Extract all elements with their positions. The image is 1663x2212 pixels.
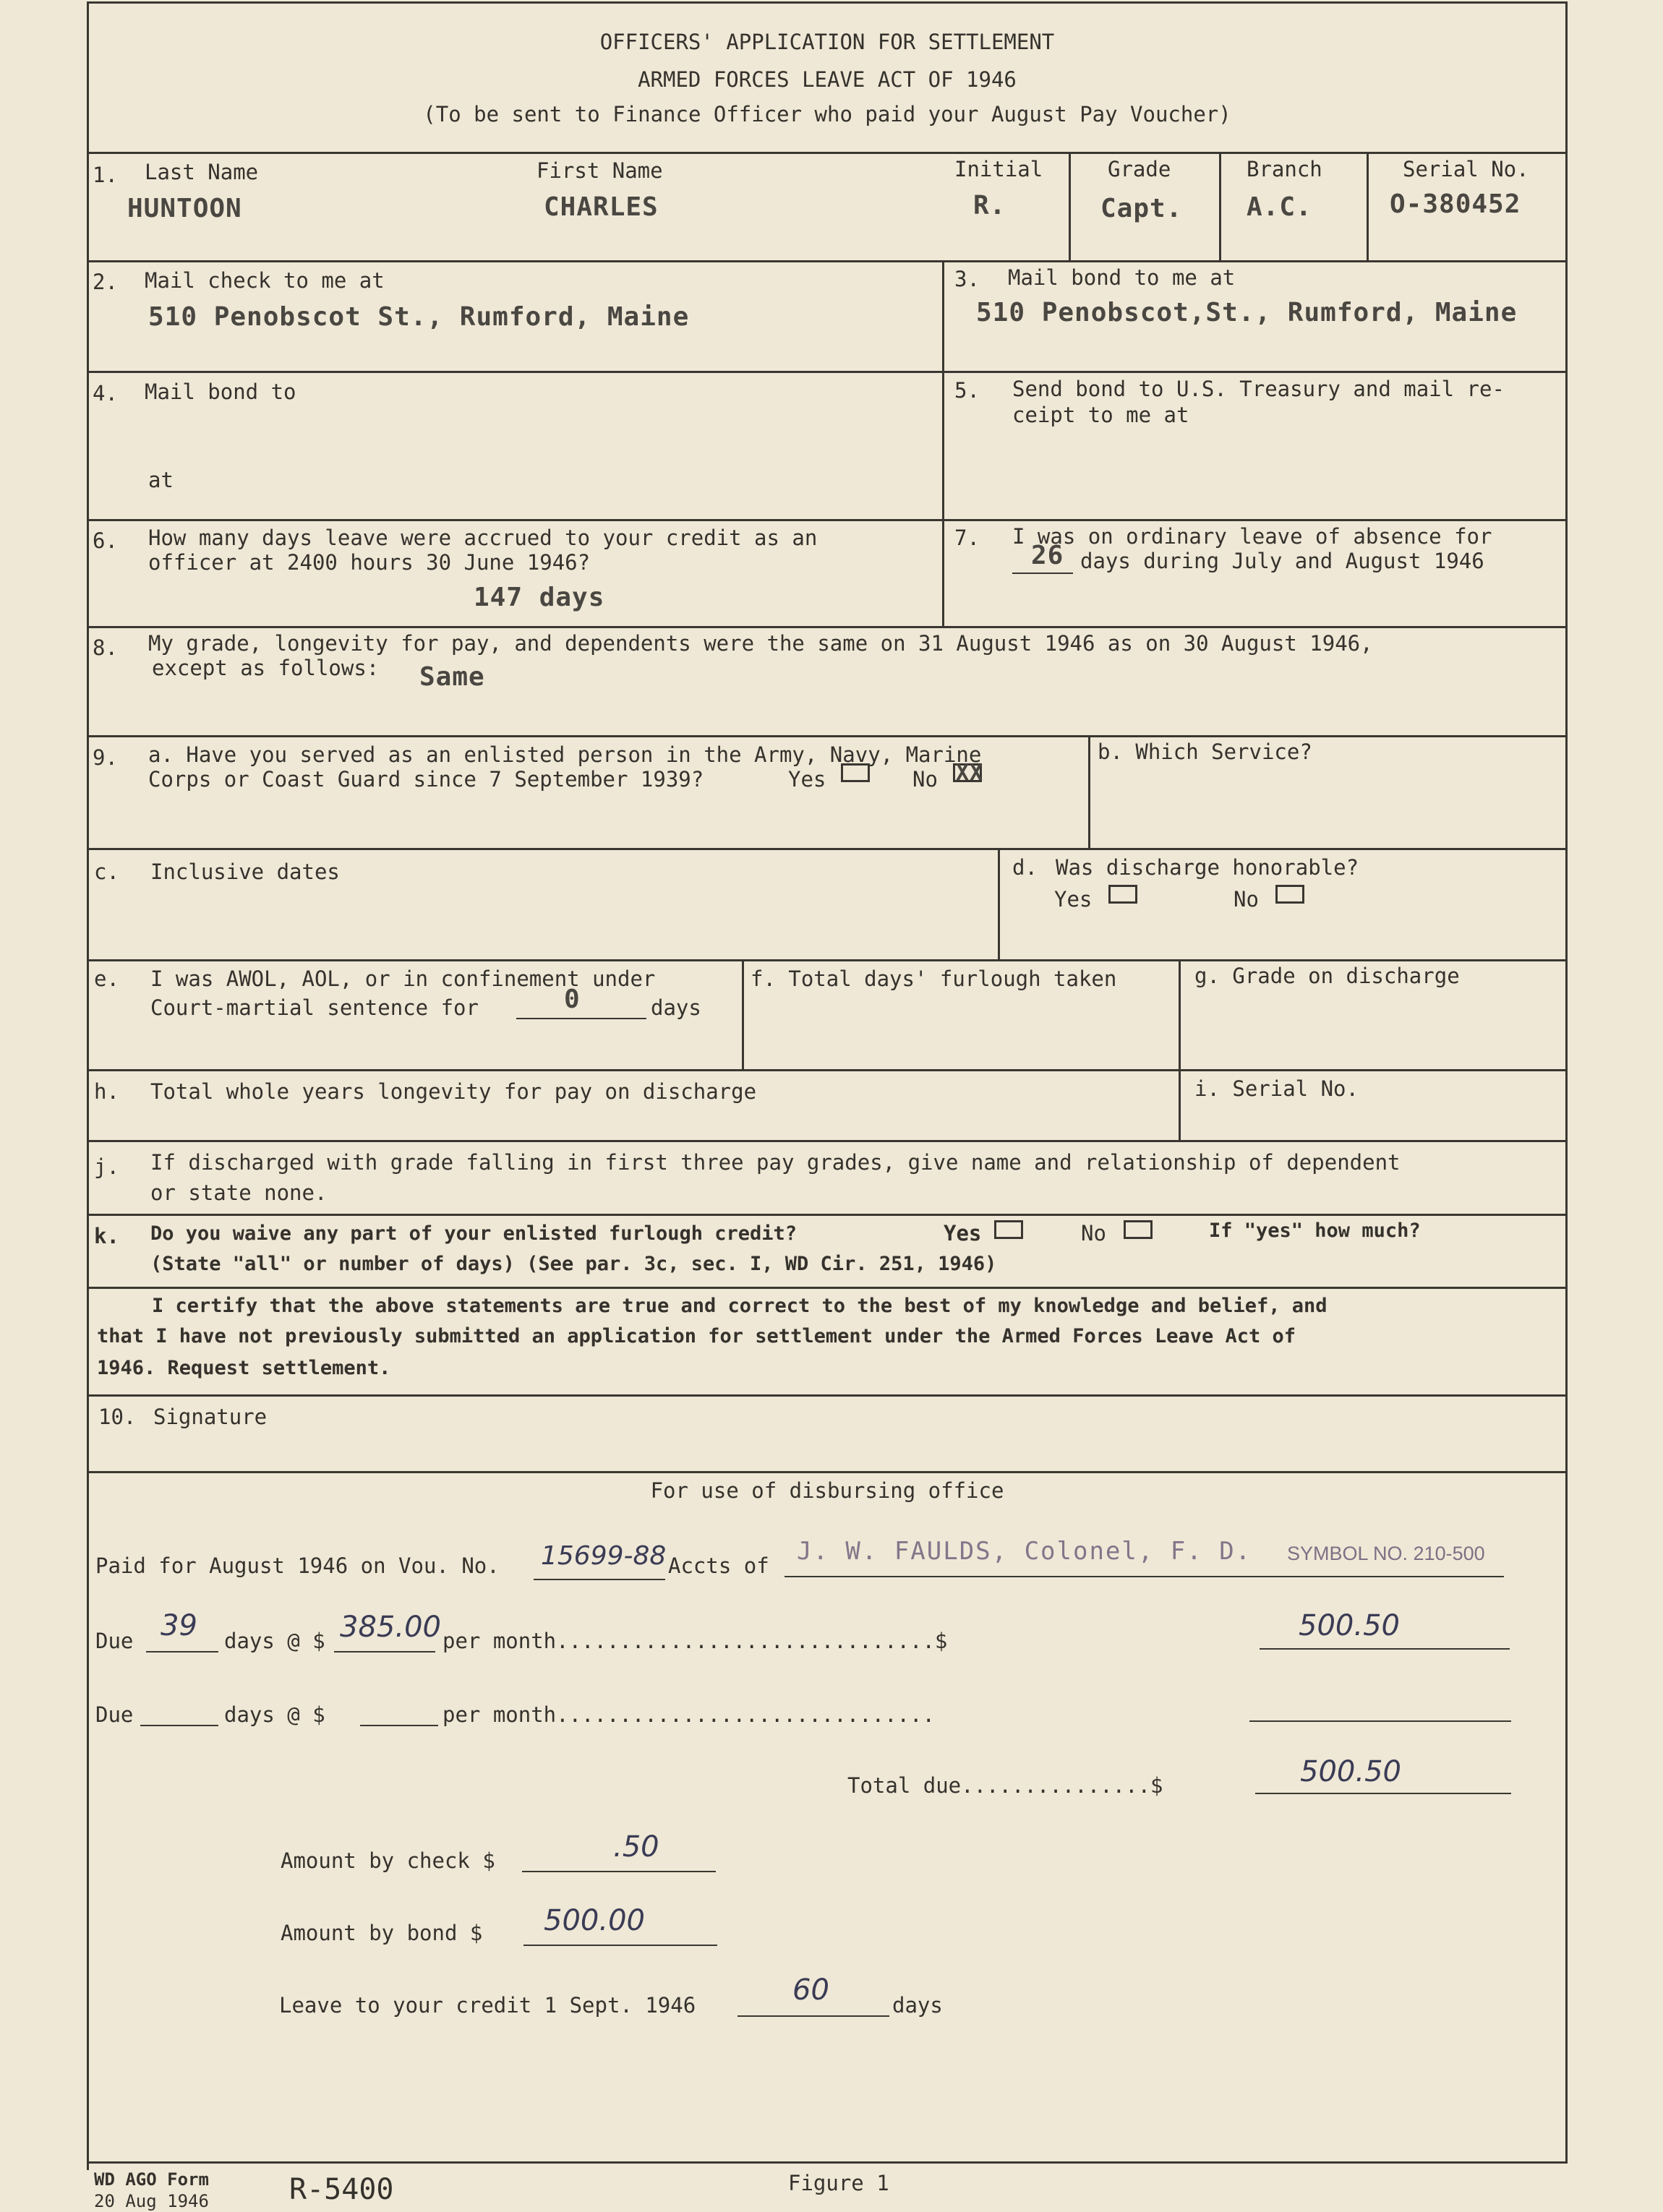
serial-label: Serial No. [1403, 157, 1529, 181]
due1-prefix: Due [95, 1629, 134, 1653]
item-4-number: 4. [93, 381, 118, 406]
divider-row9h [87, 1140, 1568, 1142]
header-act: ARMED FORCES LEAVE ACT OF 1946 [638, 67, 1017, 92]
divider-row6 [87, 626, 1568, 628]
item-9k-yes-label: Yes [944, 1221, 982, 1246]
total-due-value[interactable]: 500.50 [1300, 1755, 1401, 1788]
item-6-line1: How many days leave were accrued to your credit as an [148, 526, 818, 550]
col-9c-9d [998, 848, 1000, 959]
item-9h-label: Total whole years longevity for pay on discharge [150, 1079, 757, 1104]
item-9a-yes-label: Yes [788, 767, 826, 792]
first-name-label: First Name [536, 158, 663, 183]
item-7-line1: I was on ordinary leave of absence for [1012, 524, 1492, 549]
item-9b-label: b. Which Service? [1098, 740, 1312, 764]
bond-address-value[interactable]: 510 Penobscot,St., Rumford, Maine [976, 298, 1518, 327]
frame-top [87, 1, 1568, 4]
branch-value[interactable]: A.C. [1247, 192, 1312, 222]
check-address-value[interactable]: 510 Penobscot St., Rumford, Maine [148, 302, 690, 332]
item-9f-label: f. Total days' furlough taken [751, 966, 1117, 991]
voucher-number-underline [534, 1579, 665, 1580]
check-amount-label: Amount by check $ [281, 1848, 495, 1873]
divider-certify [87, 1394, 1568, 1397]
item-9c-label: Inclusive dates [150, 859, 340, 884]
divider-row2 [87, 371, 1568, 373]
item-9k-no-label: No [1081, 1221, 1106, 1246]
item-5-line1: Send bond to U.S. Treasury and mail re- [1012, 377, 1505, 401]
item-8-number: 8. [93, 635, 118, 660]
due1-amount-underline [1260, 1648, 1510, 1650]
due1-rate-underline [334, 1651, 435, 1652]
item-4-label: Mail bond to [145, 380, 296, 404]
item-9-number: 9. [93, 745, 118, 770]
divider-row9k [87, 1287, 1568, 1289]
item-5-number: 5. [954, 378, 980, 403]
bond-amount-underline [523, 1945, 717, 1946]
divider-signature [87, 1471, 1568, 1473]
due2-days-at: days @ $ [224, 1702, 325, 1727]
item-1-number: 1. [93, 163, 118, 187]
item-7-number: 7. [954, 526, 980, 550]
divider-row9j [87, 1214, 1568, 1216]
item-8-line2: except as follows: [152, 656, 380, 680]
header-title: OFFICERS' APPLICATION FOR SETTLEMENT [599, 30, 1055, 54]
item-3-label: Mail bond to me at [1008, 265, 1236, 290]
due2-amount-underline [1249, 1720, 1511, 1722]
col-9e-9f [742, 959, 744, 1069]
item-9d-yes-label: Yes [1054, 887, 1093, 912]
item-10-number: 10. [98, 1405, 137, 1429]
certify-line2: that I have not previously submitted an application for settlement under the Armed Forces Leave Act of [97, 1325, 1296, 1347]
check-amount-value[interactable]: .50 [613, 1830, 659, 1864]
due1-amount-value[interactable]: 500.50 [1299, 1609, 1400, 1642]
leave-credit-underline [738, 2015, 889, 2017]
due1-days-at: days @ $ [224, 1629, 325, 1653]
item-9k-no-checkbox[interactable] [1124, 1220, 1153, 1239]
item-9e-days: days [651, 995, 701, 1020]
item-6-line2: officer at 2400 hours 30 June 1946? [148, 550, 591, 575]
total-due-underline [1255, 1793, 1511, 1794]
item-9d-no-label: No [1234, 887, 1259, 912]
divider-row1 [87, 260, 1568, 262]
item-8-line1: My grade, longevity for pay, and dependents were the same on 31 August 1946 as on 30 August 1946, [148, 631, 1373, 656]
check-amount-underline [522, 1871, 716, 1872]
item-9k-line1: Do you waive any part of your enlisted furlough credit? [150, 1222, 798, 1245]
header-instruction: (To be sent to Finance Officer who paid your August Pay Voucher) [423, 102, 1231, 127]
accts-of-underline [785, 1576, 1504, 1577]
divider-row9e [87, 1069, 1568, 1071]
divider-header [87, 152, 1568, 154]
item-9a-no-label: No [912, 767, 938, 792]
item-9i-label: i. Serial No. [1194, 1076, 1359, 1101]
leave-days-value[interactable]: 26 [1031, 541, 1064, 570]
total-due-label: Total due...............$ [847, 1773, 1163, 1798]
grade-label: Grade [1108, 157, 1171, 181]
item-9k-if-yes: If "yes" how much? [1209, 1219, 1421, 1242]
bond-amount-label: Amount by bond $ [281, 1921, 483, 1945]
divider-row8 [87, 735, 1568, 737]
exceptions-value[interactable]: Same [419, 662, 485, 692]
leave-credit-days: days [892, 1993, 943, 2018]
symbol-number-stamp: SYMBOL NO. 210-500 [1287, 1543, 1485, 1564]
accts-of-label: Accts of [668, 1553, 769, 1578]
item-9g-label: g. Grade on discharge [1194, 964, 1460, 988]
voucher-number-value[interactable]: 15699-88 [541, 1541, 667, 1571]
form-id-line2: 20 Aug 1946 [94, 2191, 209, 2211]
item-9a-line1: a. Have you served as an enlisted person in the Army, Navy, Marine [148, 742, 982, 767]
initial-value[interactable]: R. [973, 191, 1006, 220]
col-9f-9g [1179, 959, 1181, 1069]
item-9a-yes-checkbox[interactable] [841, 763, 870, 782]
figure-caption: Figure 1 [788, 2171, 889, 2195]
item-9d-no-checkbox[interactable] [1275, 885, 1304, 904]
item-9e-line2: Court-martial sentence for [150, 995, 479, 1020]
grade-value[interactable]: Capt. [1100, 194, 1183, 223]
awol-days-value[interactable]: 0 [564, 985, 581, 1014]
due2-prefix: Due [95, 1702, 134, 1727]
item-9d-label: Was discharge honorable? [1056, 855, 1359, 880]
item-9d-letter: d. [1012, 855, 1038, 880]
col-9h-9i [1179, 1069, 1181, 1140]
first-name-value[interactable]: CHARLES [544, 192, 659, 222]
leave-credit-value[interactable]: 60 [792, 1973, 829, 2007]
last-name-label: Last Name [145, 160, 259, 184]
form-id-line1: WD AGO Form [94, 2169, 209, 2190]
item-9e-line1: I was AWOL, AOL, or in confinement under [150, 966, 656, 991]
due2-days-underline [140, 1725, 218, 1726]
item-9d-yes-checkbox[interactable] [1108, 885, 1137, 904]
leave-credit-label: Leave to your credit 1 Sept. 1946 [279, 1993, 696, 2018]
certify-line3: 1946. Request settlement. [97, 1357, 391, 1379]
accrued-days-value[interactable]: 147 days [474, 583, 605, 612]
leave-days-underline [1012, 573, 1073, 574]
due2-per-month: per month.............................. [443, 1702, 935, 1727]
initial-label: Initial [954, 157, 1043, 181]
item-9j-line1: If discharged with grade falling in first three pay grades, give name and relationship of dependent [150, 1150, 1401, 1175]
item-6-number: 6. [93, 528, 118, 553]
divider-row4 [87, 519, 1568, 521]
due1-days-underline [146, 1651, 218, 1652]
divider-row9c [87, 959, 1568, 961]
item-9j-line2: or state none. [150, 1180, 328, 1205]
branch-label: Branch [1247, 157, 1322, 181]
col-9a-9b [1088, 735, 1090, 848]
due1-per-month: per month..............................$ [443, 1629, 948, 1653]
col-branch-serial [1367, 152, 1369, 260]
signature-label: Signature [153, 1405, 268, 1429]
item-9k-letter: k. [94, 1224, 119, 1248]
serial-value[interactable]: O-380452 [1390, 189, 1521, 219]
paid-for-label: Paid for August 1946 on Vou. No. [95, 1553, 500, 1578]
item-4-at: at [148, 468, 174, 492]
item-9a-line2: Corps or Coast Guard since 7 September 1939? [148, 767, 704, 792]
col-mid-2-7 [942, 260, 944, 626]
item-5-line2: ceipt to me at [1012, 403, 1189, 427]
bond-amount-value[interactable]: 500.00 [544, 1904, 645, 1937]
form-number: R-5400 [289, 2173, 394, 2206]
due1-rate-value[interactable]: 385.00 [340, 1611, 441, 1644]
item-2-label: Mail check to me at [145, 268, 385, 293]
frame-right [1565, 1, 1568, 2163]
divider-row9a [87, 848, 1568, 850]
certify-line1: I certify that the above statements are true and correct to the best of my knowledge and belief, and [152, 1295, 1328, 1317]
item-9h-letter: h. [94, 1079, 119, 1104]
awol-days-underline [516, 1018, 646, 1019]
item-9k-line2: (State "all" or number of days) (See par. 3c, sec. I, WD Cir. 251, 1946) [150, 1253, 997, 1275]
col-grade-branch [1219, 152, 1221, 260]
item-9k-yes-checkbox[interactable] [994, 1220, 1023, 1239]
frame-left [87, 1, 89, 2170]
item-9j-letter: j. [94, 1154, 119, 1179]
disbursing-title: For use of disbursing office [650, 1478, 1004, 1503]
col-initial-grade [1069, 152, 1071, 260]
item-9e-letter: e. [94, 966, 119, 991]
frame-bottom [87, 2161, 1568, 2164]
due1-days-value[interactable]: 39 [161, 1609, 197, 1642]
last-name-value[interactable]: HUNTOON [127, 194, 242, 223]
due2-rate-underline [360, 1725, 438, 1726]
item-7-line2: days during July and August 1946 [1080, 549, 1484, 573]
signature-field[interactable] [304, 1402, 1533, 1460]
item-3-number: 3. [954, 267, 980, 291]
item-2-number: 2. [93, 270, 118, 294]
item-9c-letter: c. [94, 859, 119, 884]
accts-of-stamp: J. W. FAULDS, Colonel, F. D. [797, 1537, 1252, 1566]
item-9a-no-mark: XX [956, 760, 984, 786]
